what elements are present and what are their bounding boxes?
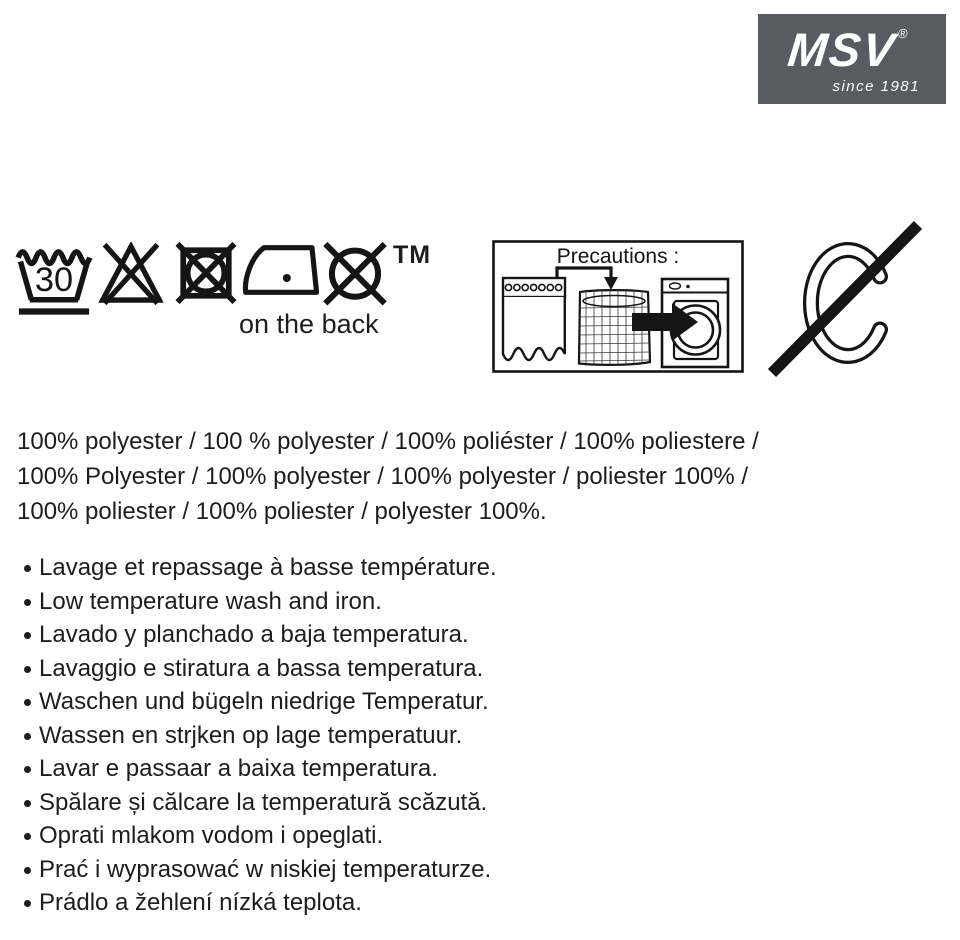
list-item: Wassen en strjken op lage temperatuur. — [24, 719, 497, 753]
list-item: Lavar e passaar a baixa temperatura. — [24, 752, 497, 786]
composition-line: 100% Polyester / 100% polyester / 100% polyester / poliester 100% / — [17, 463, 749, 490]
registered-mark-icon: ® — [897, 26, 909, 41]
wash-30-icon — [15, 242, 93, 317]
list-item: Oprati mlakom vodom i opeglati. — [24, 819, 497, 853]
iron-low-temperature-icon — [241, 242, 319, 298]
msv-logo — [758, 14, 946, 104]
machine-control-dot — [686, 285, 690, 289]
brand-name — [755, 22, 939, 77]
list-item: Lavaggio e stiratura a bassa temperatura. — [24, 652, 497, 686]
list-item: Prádlo a žehlení nízká teplota. — [24, 886, 497, 920]
list-item: Waschen und bügeln niedrige Temperatur. — [24, 685, 497, 719]
trademark-label: TM — [393, 241, 432, 269]
brand-tagline: since 1981 — [832, 78, 920, 95]
curtain-eyelets — [505, 284, 561, 290]
list-item: Lavage et repassage à basse température. — [24, 551, 497, 585]
list-item: Lavado y planchado a baja temperatura. — [24, 618, 497, 652]
placement-note: on the back — [239, 309, 379, 339]
wash-temperature-label: 30 — [34, 261, 74, 300]
do-not-tumble-dry-icon — [173, 242, 239, 304]
no-curtain-ring-icon — [752, 206, 942, 386]
do-not-dry-clean-icon — [320, 242, 390, 306]
composition-line: 100% polyester / 100 % polyester / 100% poliéster / 100% poliestere / — [17, 428, 759, 455]
list-item: Prać i wyprasować w niskiej temperaturze. — [24, 853, 497, 887]
do-not-bleach-icon — [98, 242, 164, 306]
list-item: Low temperature wash and iron. — [24, 585, 497, 619]
precautions-figure — [492, 240, 744, 373]
precautions-title: Precautions : — [556, 245, 680, 268]
composition-text — [17, 424, 759, 529]
list-item: Spălare și călcare la temperatură scăzută. — [24, 786, 497, 820]
instructions-list — [24, 551, 497, 920]
curtain-icon — [503, 278, 565, 360]
brand-name-text: MSV — [785, 23, 899, 76]
composition-line: 100% poliester / 100% poliester / polyester 100%. — [17, 498, 547, 525]
iron-one-dot — [283, 274, 291, 282]
